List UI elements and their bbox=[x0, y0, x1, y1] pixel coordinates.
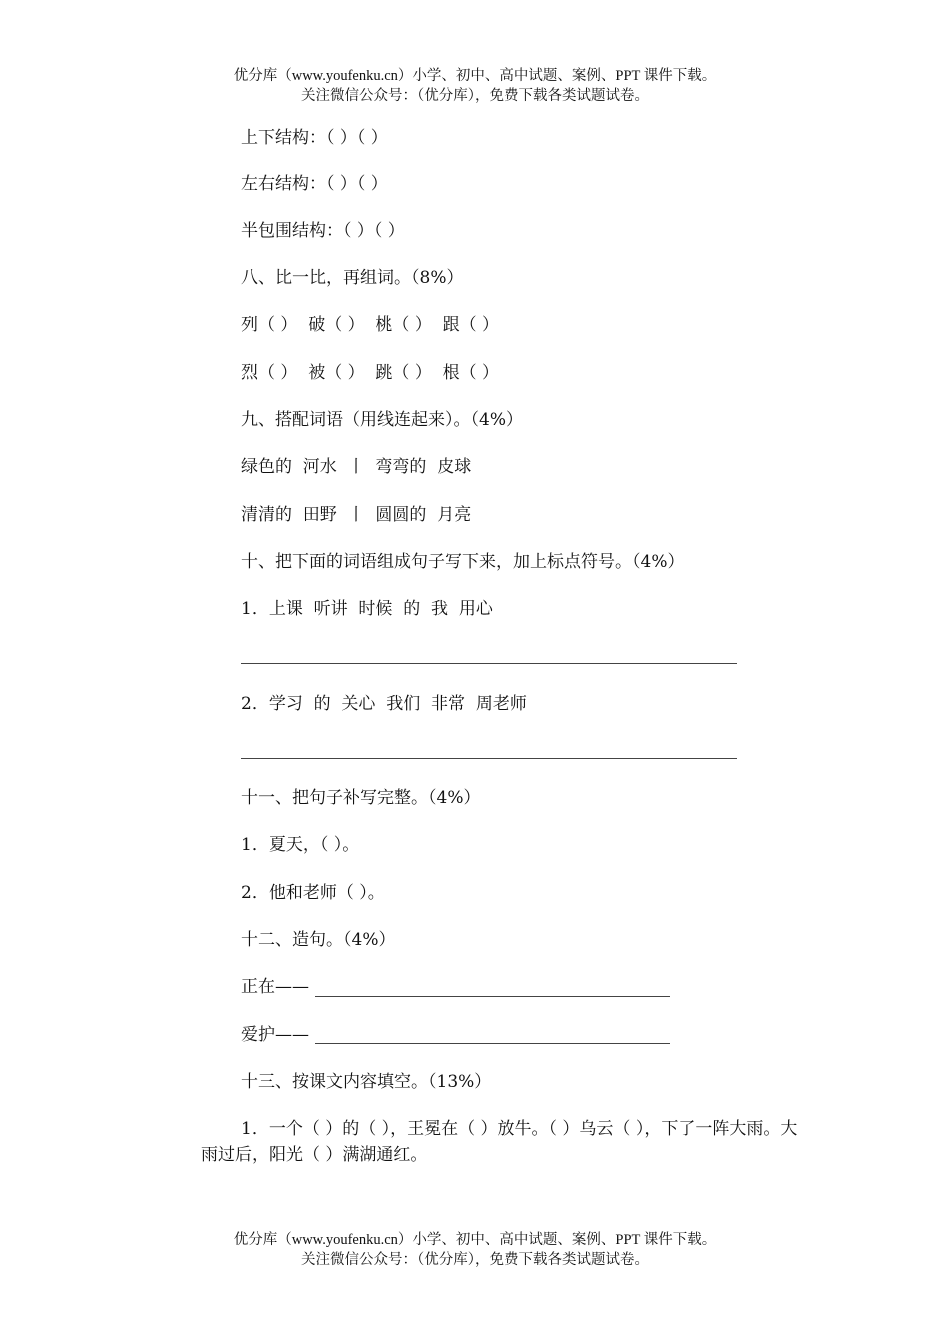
q12-item-2: 爱护—— bbox=[241, 1025, 309, 1045]
q11-item-2: 2．他和老师（ ）。 bbox=[241, 883, 385, 903]
header-line-2: 关注微信公众号：（优分库），免费下载各类试题试卷。 bbox=[301, 88, 649, 104]
structure-left-right: 左右结构：（ ）（ ） bbox=[241, 174, 388, 194]
answer-line[interactable] bbox=[315, 1043, 670, 1044]
q11-item-1: 1．夏天，（ ）。 bbox=[241, 835, 360, 855]
page-header bbox=[0, 66, 950, 106]
page-footer bbox=[0, 1230, 950, 1270]
q9-row-1: 绿色的 河水 丨 弯弯的 皮球 bbox=[241, 457, 472, 477]
q9-title: 九、搭配词语（用线连起来）。（4%） bbox=[241, 410, 523, 430]
header-line-1: 优分库（www.youfenku.cn）小学、初中、高中试题、案例、PPT 课件下载。 bbox=[233, 68, 717, 84]
answer-line[interactable] bbox=[315, 996, 670, 997]
q12-item-1: 正在—— bbox=[241, 977, 309, 997]
q10-item-1: 1．上课 听讲 时候 的 我 用心 bbox=[241, 599, 493, 619]
q11-title: 十一、把句子补写完整。（4%） bbox=[241, 788, 481, 808]
q10-item-2: 2．学习 的 关心 我们 非常 周老师 bbox=[241, 694, 527, 714]
answer-line[interactable] bbox=[241, 758, 737, 759]
q12-title: 十二、造句。（4%） bbox=[241, 930, 396, 950]
q8-title: 八、比一比，再组词。（8%） bbox=[241, 268, 464, 288]
answer-line[interactable] bbox=[241, 663, 737, 664]
q13-item-1-text: 1．一个（ ）的（ ），王冕在（ ）放牛。（ ）乌云（ ），下了一阵大雨。大雨过后，阳光（ ）满湖通红。 bbox=[201, 1119, 798, 1165]
q8-row-1: 列（ ） 破（ ） 桃（ ） 跟（ ） bbox=[241, 315, 500, 335]
structure-half-enclosed: 半包围结构：（ ）（ ） bbox=[241, 221, 405, 241]
q13-title: 十三、按课文内容填空。（13%） bbox=[241, 1072, 492, 1092]
q13-item-1 bbox=[201, 1116, 801, 1168]
footer-line-1: 优分库（www.youfenku.cn）小学、初中、高中试题、案例、PPT 课件下载。 bbox=[233, 1232, 717, 1248]
q8-row-2: 烈（ ） 被（ ） 跳（ ） 根（ ） bbox=[241, 363, 500, 383]
structure-top-bottom: 上下结构：（ ）（ ） bbox=[241, 128, 388, 148]
footer-line-2: 关注微信公众号：（优分库），免费下载各类试题试卷。 bbox=[301, 1252, 649, 1268]
q10-title: 十、把下面的词语组成句子写下来，加上标点符号。（4%） bbox=[241, 552, 685, 572]
q9-row-2: 清清的 田野 丨 圆圆的 月亮 bbox=[241, 505, 472, 525]
